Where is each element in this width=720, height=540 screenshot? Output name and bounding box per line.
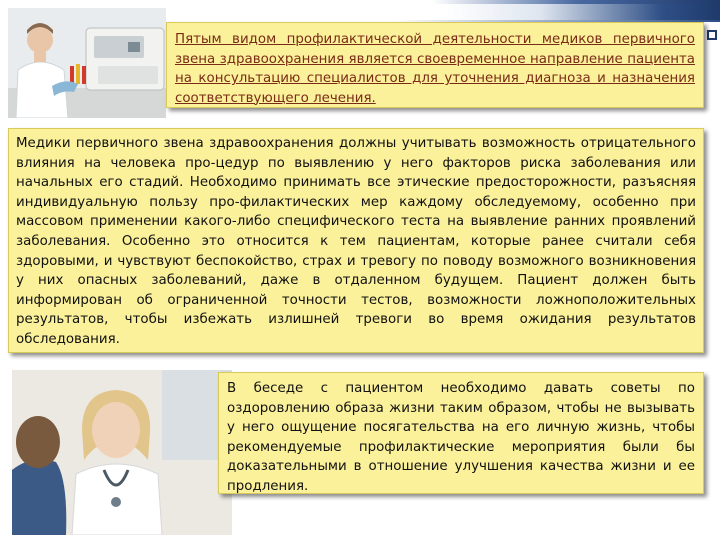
lab-technician-photo xyxy=(8,8,166,118)
doctor-patient-photo xyxy=(12,370,232,535)
lab-photo-illustration xyxy=(8,8,166,118)
bottom-callout-box xyxy=(218,372,704,494)
main-paragraph: Медики первичного звена здравоохранения должны учитывать возможность отрицательного влияния на человека про-цедур по выявлению у него факторов риска заболевания или начальных его стадий. Необходимо принимать все этические предосторожности, разъясняя индивидуальную пользу про-филактических мер каждому обследуемому, особенно при массовом применении какого-либо специфического теста на выявление ранних проявлений заболевания. Особенно это относится к тем пациентам, которые ранее считали себя здоровыми, и чувствуют беспокойство, страх и тревогу по поводу возможного возникновения у них опасных заболеваний, даже в отдаленном будущем. Пациент должен быть информирован об ограниченной точности тестов, возможности ложноположительных результатов, чтобы избежать излишней тревоги во время ожидания результатов обследования. xyxy=(16,136,696,347)
bottom-callout-text: В беседе с пациентом необходимо давать советы по оздоровлению образа жизни таким образом, чтобы не вызывать у него ощущение посягательства на его личную жизнь, чтобы рекомендуемые профилактические мероприятия были бы доказательными в отношение улучшения качества жизни и ее продления. xyxy=(227,381,695,494)
main-text-box xyxy=(8,128,704,353)
doctor-photo-illustration xyxy=(12,370,232,535)
header-stripe xyxy=(0,0,720,4)
top-callout-box xyxy=(166,22,704,108)
top-callout-text: Пятым видом профилактической деятельности медиков первичного звена здравоохранения является своевременное направление пациента на консультацию специалистов для уточнения диагноза и назначения соответствующего лечения. xyxy=(175,32,695,106)
corner-square-icon xyxy=(707,30,717,40)
